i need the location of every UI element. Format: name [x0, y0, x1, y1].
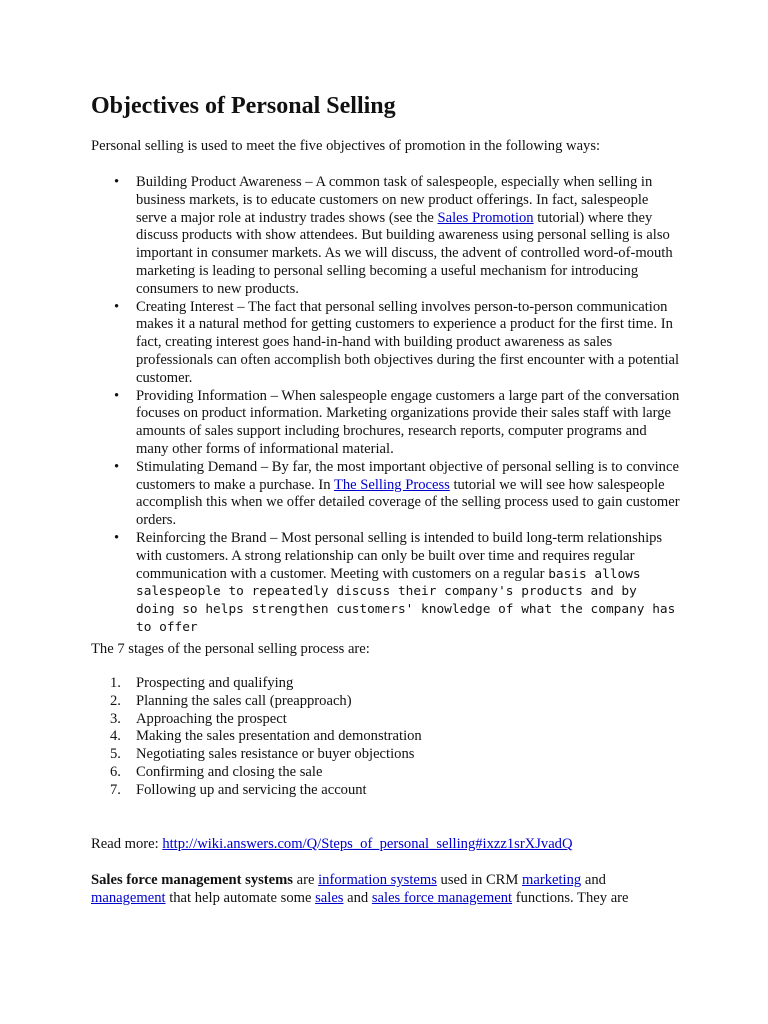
page-title: Objectives of Personal Selling — [91, 93, 396, 119]
item-text: Following up and servicing the account — [136, 781, 367, 798]
item-number: 3. — [110, 710, 121, 727]
item-number: 7. — [110, 781, 121, 798]
read-more — [91, 835, 573, 853]
text-run: and — [343, 889, 372, 906]
item-number: 2. — [110, 692, 121, 709]
list-item — [110, 693, 630, 711]
item-number: 1. — [110, 675, 121, 691]
list-item — [110, 711, 630, 729]
stages-list — [110, 675, 630, 800]
sfm-bold-term: Sales force management systems — [91, 872, 293, 888]
read-more-label: Read more: — [91, 836, 163, 852]
text-run: used in CRM — [436, 872, 523, 888]
selling-process-link[interactable]: The Selling Process — [333, 476, 450, 493]
item-text-alt-font: basis allows salespeople to repeatedly discuss their company's products and by doing so helps strengthen customers' knowledge of what the company has to offer — [136, 566, 676, 635]
item-text: tutorial we will see how salespeople accomplish this when we offer detailed coverage of the selling process used to gain customer orders. — [136, 476, 680, 529]
list-item — [110, 728, 630, 746]
read-more-link[interactable]: http://wiki.answers.com/Q/Steps_of_personal_selling#ixzz1srXJvadQ — [162, 836, 573, 852]
item-text: Prospecting and qualifying — [136, 675, 294, 691]
item-text: Approaching the prospect — [136, 710, 287, 727]
item-text: Planning the sales call (preapproach) — [136, 692, 352, 709]
item-text: Making the sales presentation and demonstration — [136, 728, 422, 745]
sales-link[interactable]: sales — [315, 889, 344, 906]
text-run: and — [581, 872, 606, 888]
sales-force-management-link[interactable]: sales force management — [371, 889, 513, 906]
item-text: tutorial) where they discuss products with show attendees. But building awareness using personal selling is also important in consumer markets. As we will discuss, the advent of controlled word-of-mouth marketing is leading to personal selling becoming a useful mechanism for introducing consumers to new products. — [136, 209, 673, 297]
intro-paragraph: Personal selling is used to meet the five objectives of promotion in the following ways: — [91, 138, 601, 154]
management-link[interactable]: management — [91, 889, 166, 906]
item-text: Confirming and closing the sale — [136, 763, 323, 780]
item-number: 5. — [110, 746, 121, 763]
item-text: Building Product Awareness – A common task of salespeople, especially when selling in business markets, is to educate customers on new product offerings. In fact, salespeople serve a major role at industry trades shows (see the — [136, 174, 653, 226]
objectives-list — [110, 174, 680, 637]
list-item — [110, 174, 680, 299]
list-item — [110, 764, 630, 782]
text-run: are — [292, 872, 319, 888]
item-text: Stimulating Demand – By far, the most important objective of personal selling is to convince customers to make a purchase. In — [136, 458, 679, 493]
list-item — [110, 388, 680, 459]
list-item — [110, 675, 630, 693]
list-item — [110, 299, 680, 388]
item-number: 4. — [110, 728, 121, 745]
item-text: Negotiating sales resistance or buyer objections — [136, 746, 415, 763]
list-item — [110, 530, 680, 637]
item-number: 6. — [110, 763, 121, 780]
list-item — [110, 746, 630, 764]
sfm-paragraph — [91, 872, 651, 908]
sales-promotion-link[interactable]: Sales Promotion — [437, 209, 534, 226]
text-run: functions. They are — [512, 889, 629, 906]
item-text: Creating Interest – The fact that personal selling involves person-to-person communication makes it a natural method for getting customers to experience a product for the first time. In fact, creating interest goes hand-in-hand with building product awareness as sales professionals can often accomplish both objectives during the first encounter with a potential customer. — [136, 298, 680, 386]
stages-intro: The 7 stages of the personal selling process are: — [91, 641, 370, 657]
list-item — [110, 459, 680, 530]
item-text: Providing Information – When salespeople engage customers a large part of the conversation focuses on product information. Marketing organizations provide their sales staff with large amounts of sales support including brochures, research reports, computer programs and many other forms of informational material. — [136, 387, 680, 457]
list-item — [110, 782, 630, 800]
information-systems-link[interactable]: information systems — [318, 872, 437, 888]
marketing-link[interactable]: marketing — [522, 872, 582, 888]
item-text: Reinforcing the Brand – Most personal selling is intended to build long-term relationships with customers. A strong relationship can only be built over time and requires regular communication with a customer. Meeting with customers on a regular — [136, 529, 663, 582]
text-run: that help automate some — [165, 889, 316, 906]
